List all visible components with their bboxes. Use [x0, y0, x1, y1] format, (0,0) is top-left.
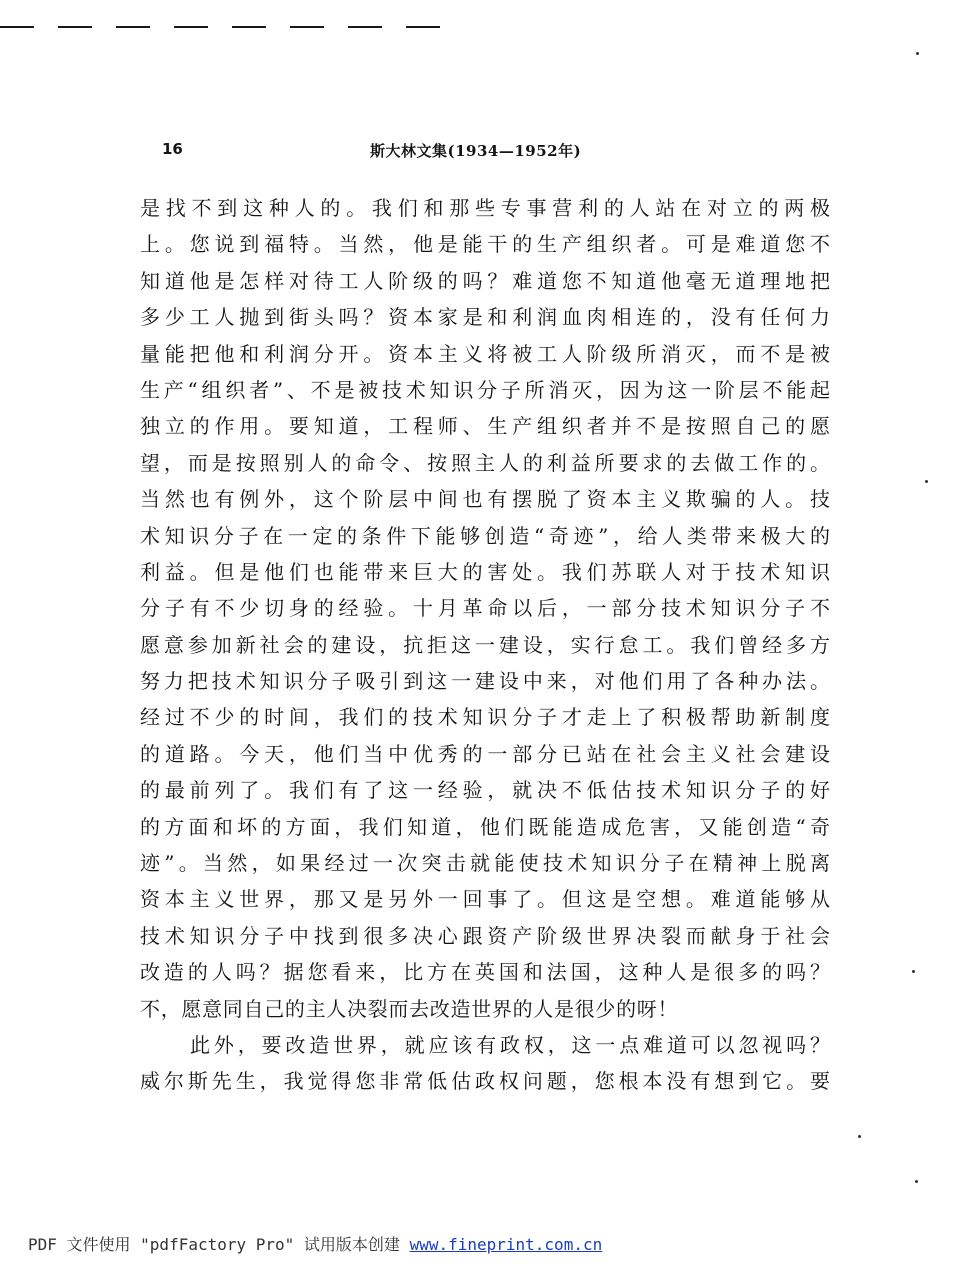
text-line: 威尔斯先生，我觉得您非常低估政权问题，您根本没有想到它。要 — [140, 1069, 830, 1094]
text-line: 量能把他和利润分开。资本主义将被工人阶级所消灭，而不是被 — [140, 341, 830, 366]
dash — [0, 26, 34, 28]
watermark-link[interactable]: www.fineprint.com.cn — [409, 1235, 603, 1254]
paragraph-end-line: 不，愿意同自己的主人决裂而去改造世界的人是很少的呀！ — [140, 996, 679, 1021]
dash — [174, 26, 208, 28]
text-line: 多少工人抛到街头吗？资本家是和利润血肉相连的，没有任何力 — [140, 305, 830, 330]
dash — [406, 26, 440, 28]
pdf-watermark — [28, 1232, 602, 1255]
dash — [290, 26, 324, 28]
text-line: 的道路。今天，他们当中优秀的一部分已站在社会主义社会建设 — [140, 741, 830, 766]
text-line: 独立的作用。要知道，工程师、生产组织者并不是按照自己的愿 — [140, 414, 830, 439]
text-line: 是找不到这种人的。我们和那些专事营利的人站在对立的两极 — [140, 196, 830, 220]
text-line: 的最前列了。我们有了这一经验，就决不低估技术知识分子的好 — [140, 778, 830, 803]
text-line: 资本主义世界，那又是另外一回事了。但这是空想。难道能够从 — [140, 887, 830, 912]
dash — [116, 26, 150, 28]
text-line: 愿意参加新社会的建设，抗拒这一建设，实行怠工。我们曾经多方 — [140, 632, 830, 657]
watermark-text: PDF 文件使用 "pdfFactory Pro" 试用版本创建 — [28, 1235, 410, 1254]
paragraph-start-line: 此外，要改造世界，就应该有政权，这一点难道可以忽视吗？ — [190, 1032, 830, 1057]
scan-speck — [916, 52, 919, 55]
scan-speck — [925, 480, 928, 483]
text-line: 技术知识分子中找到很多决心跟资产阶级世界决裂而献身于社会 — [140, 923, 830, 948]
text-line: 知道他是怎样对待工人阶级的吗？难道您不知道他毫无道理地把 — [140, 268, 830, 293]
body-text — [140, 190, 830, 1100]
page-number: 16 — [162, 140, 183, 158]
text-line: 的方面和坏的方面，我们知道，他们既能造成危害，又能创造“奇 — [140, 814, 830, 839]
text-line: 努力把技术知识分子吸引到这一建设中来，对他们用了各种办法。 — [140, 669, 830, 694]
text-line: 改造的人吗？据您看来，比方在英国和法国，这种人是很多的吗？ — [140, 960, 830, 985]
text-line: 利益。但是他们也能带来巨大的害处。我们苏联人对于技术知识 — [140, 559, 830, 584]
dash — [232, 26, 266, 28]
text-line: 经过不少的时间，我们的技术知识分子才走上了积极帮助新制度 — [140, 705, 830, 730]
scan-speck — [915, 1180, 918, 1183]
text-line: 上。您说到福特。当然，他是能干的生产组织者。可是难道您不 — [140, 232, 830, 257]
text-line: 生产“组织者”、不是被技术知识分子所消灭，因为这一阶层不能起 — [140, 377, 830, 402]
running-title: 斯大林文集(1934—1952年) — [370, 142, 582, 160]
top-dash-rule — [0, 26, 479, 29]
scan-speck — [912, 970, 915, 973]
dash — [58, 26, 92, 28]
dash — [348, 26, 382, 28]
scan-speck — [858, 1135, 861, 1138]
text-line: 望，而是按照别人的命令、按照主人的利益所要求的去做工作的。 — [140, 450, 830, 475]
text-line: 术知识分子在一定的条件下能够创造“奇迹”，给人类带来极大的 — [140, 523, 830, 548]
text-line: 迹”。当然，如果经过一次突击就能使技术知识分子在精神上脱离 — [140, 851, 830, 876]
text-line: 分子有不少切身的经验。十月革命以后，一部分技术知识分子不 — [140, 596, 830, 621]
text-line: 当然也有例外，这个阶层中间也有摆脱了资本主义欺骗的人。技 — [140, 487, 830, 512]
